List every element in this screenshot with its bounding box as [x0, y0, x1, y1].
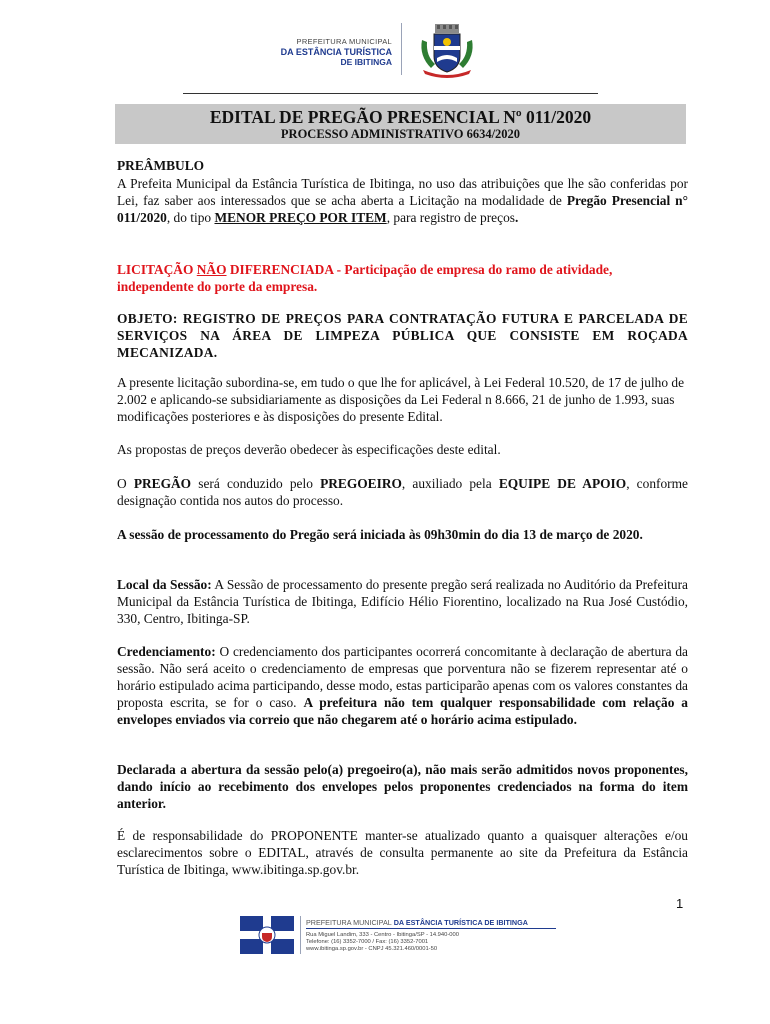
coat-of-arms-icon	[417, 24, 477, 78]
header-line2: DA ESTÂNCIA TURÍSTICA	[280, 47, 392, 57]
footer-title-a: PREFEITURA MUNICIPAL	[306, 918, 392, 927]
responsabilidade-paragraph: É de responsabilidade do PROPONENTE manter-se atualizado quanto a quaisquer alterações e/ou esclarecimentos sobre o EDITAL, através de consulta permanente ao site da Prefeitura da Estância Turística de Ibitinga, www.ibitinga.sp.gov.br.	[117, 828, 688, 877]
pregao-bold-3: EQUIPE DE APOIO	[498, 476, 627, 491]
footer	[240, 916, 560, 958]
sessao-paragraph: A sessão de processamento do Pregão será iniciada às 09h30min do dia 13 de março de 2020.	[117, 527, 643, 542]
pregao-text-3: , auxiliado pela	[401, 476, 499, 491]
licitacao-text-1: LICITAÇÃO	[117, 262, 197, 277]
header-line1: PREFEITURA MUNICIPAL	[296, 37, 392, 46]
footer-separator	[300, 916, 301, 954]
title-band	[115, 104, 686, 144]
footer-site: www.ibitinga.sp.gov.br - CNPJ 45.321.460/0001-50	[306, 946, 438, 952]
preambulo-text-3: , para registro de preços	[386, 210, 515, 225]
credenciamento-label: Credenciamento:	[117, 644, 216, 659]
pregao-text-1: O	[117, 476, 134, 491]
footer-address: Rua Miguel Landim, 333 - Centro - Ibitinga/SP - 14.940-000	[306, 932, 459, 938]
licitacao-nao: NÃO	[196, 262, 227, 277]
header-divider	[183, 93, 598, 94]
document-title: EDITAL DE PREGÃO PRESENCIAL Nº 011/2020	[209, 107, 592, 127]
footer-phone: Telefone: (16) 3352-7000 / Fax: (16) 3352-7001	[306, 939, 429, 945]
footer-rule	[306, 928, 556, 929]
pregao-text-4: , conforme designação contida nos autos do processo.	[117, 476, 688, 508]
objeto-paragraph: OBJETO: REGISTRO DE PREÇOS PARA CONTRATAÇÃO FUTURA E PARCELADA DE SERVIÇOS NA ÁREA DE LIMPEZA PÚBLICA QUE CONSISTE EM ROÇADA MECANIZADA.	[117, 311, 688, 360]
local-text: A Sessão de processamento do presente pregão será realizada no Auditório da Prefeitura Municipal da Estância Turística de Ibitinga, Edifício Hélio Fiorentino, localizado na Rua José Custódio, 330, Centro, Ibitinga-SP.	[117, 577, 688, 626]
preambulo-text-4: .	[514, 210, 519, 225]
pregao-bold-2: PREGOEIRO	[320, 476, 402, 491]
footer-title	[306, 918, 528, 927]
preambulo-modalidade: Pregão Presencial n° 011/2020	[117, 193, 688, 225]
document-subtitle: PROCESSO ADMINISTRATIVO 6634/2020	[280, 127, 521, 141]
local-paragraph	[117, 576, 688, 627]
preambulo-tipo: MENOR PREÇO POR ITEM	[214, 210, 387, 225]
lei-paragraph: A presente licitação subordina-se, em tudo o que lhe for aplicável, à Lei Federal 10.520, de 17 de julho de 2.002 e aplicando-se subsidiariamente as disposições da Lei Federal n 8.666, 21 de junho de 1.993, suas modificações posteriores e às disposições do presente Edital.	[117, 375, 685, 424]
header-separator	[401, 23, 402, 75]
credenciamento-bold: A prefeitura não tem qualquer responsabilidade com relação a envelopes enviados via correio que não chegarem até o horário acima estipulado.	[117, 695, 688, 727]
local-label: Local da Sessão:	[117, 577, 212, 592]
declarada-paragraph: Declarada a abertura da sessão pelo(a) pregoeiro(a), não mais serão admitidos novos proponentes, dando início ao recebimento dos envelopes pelos proponentes credenciados na forma do item anterior.	[117, 762, 688, 811]
municipal-flag-icon	[240, 916, 294, 954]
header-text	[281, 37, 392, 67]
licitacao-notice	[117, 261, 688, 295]
pregao-text-2: será conduzido pelo	[191, 476, 321, 491]
credenciamento-text: O credenciamento dos participantes ocorrerá concomitante à declaração de abertura da sessão. Não será aceito o credenciamento de empresas que porventura não se fizerem representar até o horário estipulado acima participando, desse modo, estas participarão apenas com os valores constantes da proposta escrita, se for o caso.	[117, 644, 688, 710]
header-logo	[270, 20, 520, 80]
preambulo-heading: PREÂMBULO	[117, 158, 205, 173]
footer-title-b: DA ESTÂNCIA TURÍSTICA DE IBITINGA	[391, 918, 528, 927]
header-line3: DE IBITINGA	[340, 57, 392, 67]
preambulo-paragraph	[117, 175, 688, 226]
preambulo-text-2: , do tipo	[166, 210, 215, 225]
pregao-bold-1: PREGÃO	[133, 476, 192, 491]
credenciamento-paragraph	[117, 643, 688, 728]
licitacao-text-2: DIFERENCIADA - Participação de empresa do ramo de atividade, independente do porte da empresa.	[117, 262, 613, 294]
preambulo-text-1: A Prefeita Municipal da Estância Turística de Ibitinga, no uso das atribuições que lhe são conferidas por Lei, faz saber aos interessados que se acha aberta a Licitação na modalidade de	[117, 176, 688, 208]
pregao-paragraph	[117, 475, 688, 509]
page-number: 1	[676, 896, 684, 911]
propostas-paragraph: As propostas de preços deverão obedecer às especificações deste edital.	[117, 442, 501, 457]
